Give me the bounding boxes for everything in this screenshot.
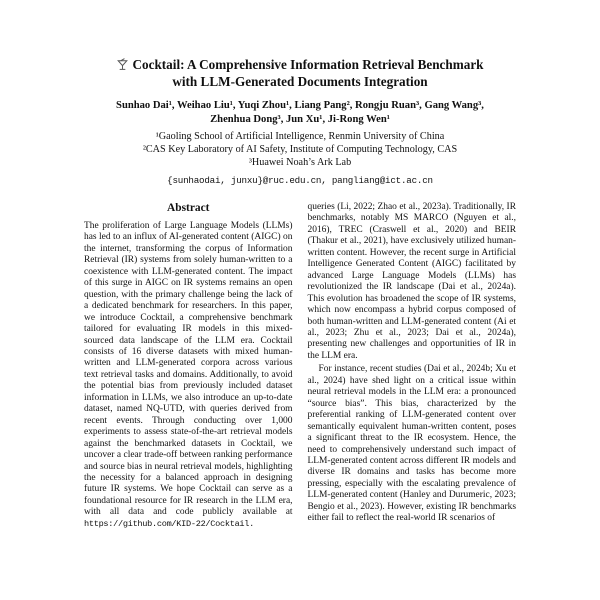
affiliation-3: ³Huawei Noah’s Ark Lab (248, 157, 352, 168)
authors-line-2: Zhenhua Dong³, Jun Xu¹, Ji-Rong Wen¹ (210, 113, 390, 125)
two-column-body (84, 202, 516, 530)
affiliation-2: ²CAS Key Laboratory of AI Safety, Institute of Computing Technology, CAS (142, 144, 458, 155)
github-repo-link[interactable]: https://github.com/KID-22/Cocktail. (84, 518, 254, 529)
title-line-1: Cocktail: A Comprehensive Information Retrieval Benchmark (132, 57, 484, 72)
left-column (84, 202, 293, 530)
paper-title (84, 56, 516, 90)
paper-header (84, 56, 516, 186)
abstract-heading: Abstract (167, 202, 210, 214)
authors-line-1: Sunhao Dai¹, Weihao Liu¹, Yuqi Zhou¹, Liang Pang², Rongju Ruan³, Gang Wang³, (116, 100, 484, 111)
intro-paragraph-1: queries (Li, 2022; Zhao et al., 2023a). Traditionally, IR benchmarks, notably MS MARCO (Nguyen et al., 2016), TREC (Craswell et al., 2020) and BEIR (Thakur et al., 2021), have exclusively utilized human-written content. However, the recent surge in Artificial Intelligence Generated Content (AIGC) facilitated by advanced Large Language Models (LLMs) has revolutionized the IR landscape (Dai et al., 2024a). This evolution has broadened the scope of IR systems, which now encompass a hybrid corpus composed of both human-written and LLM-generated content (Ai et al., 2023; Zhu et al., 2023; Dai et al., 2024a), presenting new challenges and opportunities of IR in the LLM era. (307, 202, 516, 361)
intro-paragraph-2: For instance, recent studies (Dai et al., 2024b; Xu et al., 2024) have shed light on a critical issue within neural retrieval models in the LLM era: a pronounced “source bias”. This bias, characterized by the preferential ranking of LLM-generated content over semantically equivalent human-written content, poses a significant threat to the IR ecosystem. Hence, the need to comprehensively understand such impact of LLM-generated content across different IR models and diverse IR domains and tasks has become more pressing, especially with the escalating prevalence of LLM-generated content (Hanley and Durumeric, 2023; Bengio et al., 2023). However, existing IR benchmarks either fail to reflect the real-world IR scenarios of (307, 364, 516, 524)
right-column (308, 202, 517, 530)
abstract-paragraph (84, 221, 293, 530)
title-line-2: with LLM-Generated Documents Integration (172, 74, 428, 89)
author-list (84, 99, 516, 126)
cocktail-icon (116, 57, 132, 72)
affiliation-1: ¹Gaoling School of Artificial Intelligence, Renmin University of China (155, 131, 445, 142)
abstract-text: The proliferation of Large Language Models (LLMs) has led to an influx of AI-generated content (AIGC) on the internet, transforming the corpus of Information Retrieval (IR) systems from solely human-written to a coexistence with LLM-generated content. The impact of this surge in AIGC on IR systems remains an open question, with the primary challenge being the lack of a dedicated benchmark for researchers. In this paper, we introduce Cocktail, a comprehensive benchmark tailored for evaluating IR models in this mixed-sourced data landscape of the LLM era. Cocktail consists of 16 diverse datasets with mixed human-written and LLM-generated corpora across various text retrieval tasks and domains. Additionally, to avoid the potential bias from previously included dataset information in LLMs, we also introduce an up-to-date dataset, named NQ-UTD, with queries derived from recent events. Through conducting over 1,000 experiments to assess state-of-the-art retrieval models against the benchmarked datasets in Cocktail, we uncover a clear trade-off between ranking performance and source bias in neural retrieval models, highlighting the necessity for a balanced approach in designing future IR systems. We hope Cocktail can serve as a foundational resource for IR research in the LLM era, with all data and code publicly available at (84, 221, 293, 518)
title-line-1-wrap (84, 56, 516, 73)
contact-emails: {sunhaodai, junxu}@ruc.edu.cn, pangliang@ict.ac.cn (167, 175, 433, 186)
affiliation-list (84, 130, 516, 169)
